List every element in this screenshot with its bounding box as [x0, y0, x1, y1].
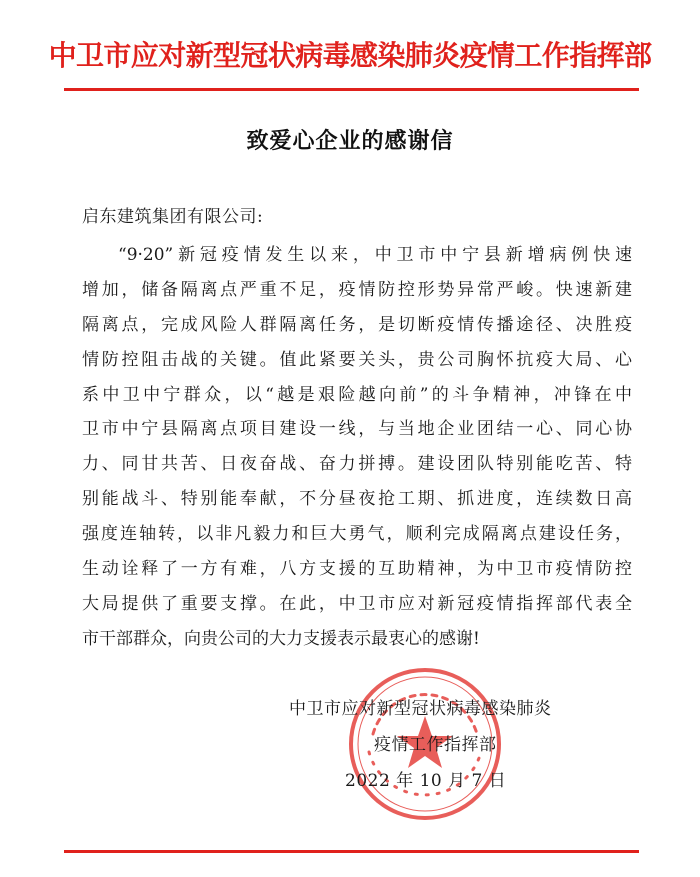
signature-organization-line1: 中卫市应对新型冠状病毒感染肺炎 [289, 699, 552, 719]
body-line: 大局提供了重要支撑。在此，中卫市应对新冠疫情指挥部代表全 [82, 593, 632, 614]
body-line: “9·20”新冠疫情发生以来，中卫市中宁县新增病例快速 [118, 245, 632, 265]
body-line: 力、同甘共苦、日夜奋战、奋力拼搏。建设团队特别能吃苦、特 [82, 454, 632, 475]
footer-rule [64, 850, 639, 853]
body-line: 市干部群众，向贵公司的大力支援表示最衷心的感谢! [82, 628, 480, 649]
letter-body [82, 238, 632, 657]
salutation: 启东建筑集团有限公司: [82, 207, 264, 227]
body-line: 别能战斗、特别能奉献，不分昼夜抢工期、抓进度，连续数日高 [82, 489, 632, 510]
letterhead-rule [64, 88, 639, 91]
document-title: 致爱心企业的感谢信 [246, 128, 454, 154]
letterhead-organization: 中卫市应对新型冠状病毒感染肺炎疫情工作指挥部 [48, 39, 652, 72]
body-line: 系中卫中宁群众，以“越是艰险越向前”的斗争精神，冲锋在中 [82, 384, 632, 405]
body-line: 增加，储备隔离点严重不足，疫情防控形势异常严峻。快速新建 [82, 279, 632, 300]
body-line: 卫市中宁县隔离点项目建设一线，与当地企业团结一心、同心协 [82, 419, 632, 440]
body-line: 隔离点，完成风险人群隔离任务，是切断疫情传播途径、决胜疫 [82, 314, 632, 335]
body-line: 生动诠释了一方有难，八方支援的互助精神，为中卫市疫情防控 [82, 559, 632, 580]
body-line: 情防控阻击战的关键。值此紧要关头，贵公司胸怀抗疫大局、心 [82, 349, 632, 370]
body-line: 强度连轴转，以非凡毅力和巨大勇气，顺利完成隔离点建设任务， [82, 524, 632, 545]
signature-date: 2022 年 10 月 7 日 [345, 771, 507, 791]
signature-organization-line2: 疫情工作指挥部 [374, 735, 497, 755]
